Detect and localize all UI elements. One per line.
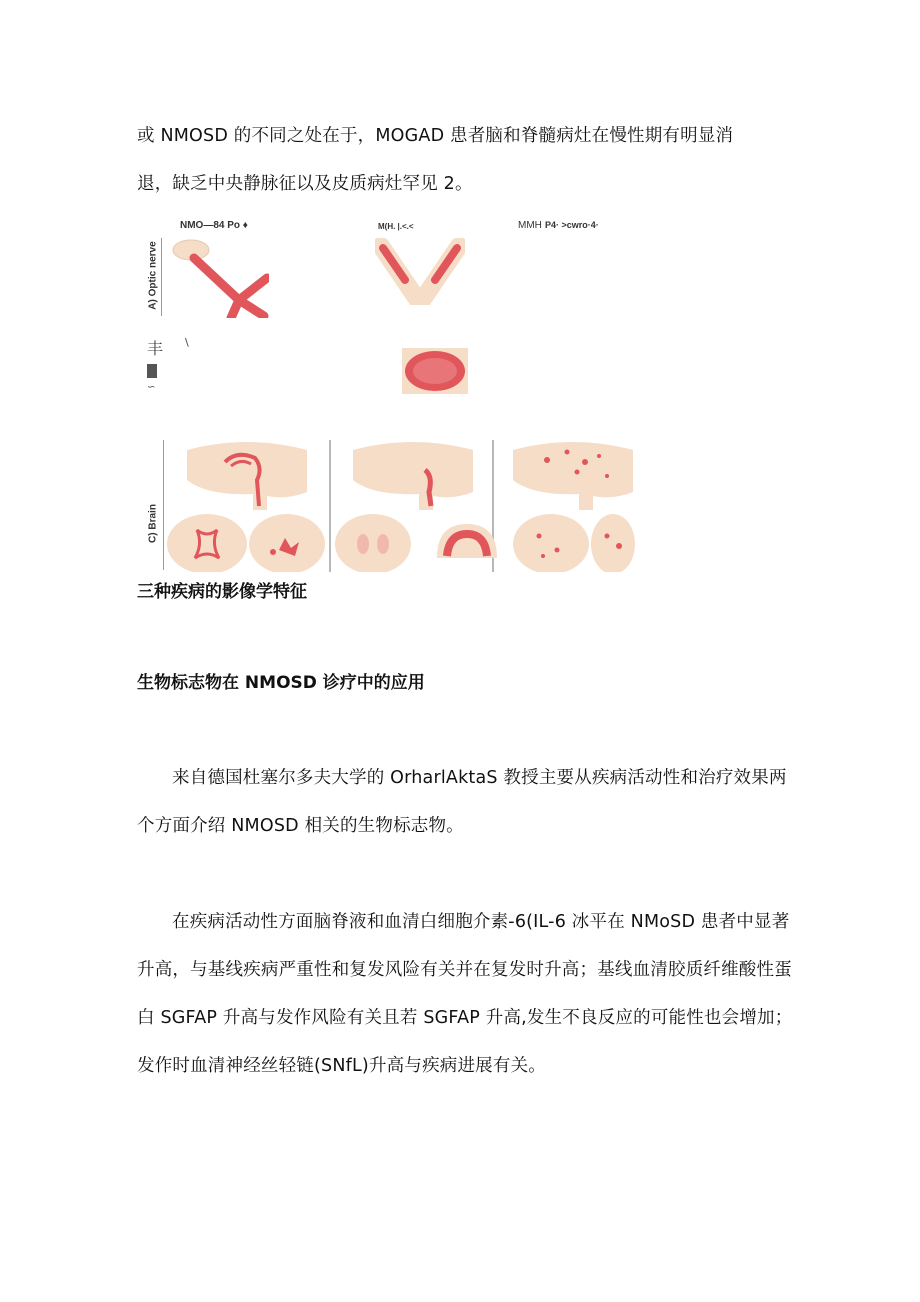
spinal-cord-image <box>402 348 468 394</box>
optic-nerve-image-2 <box>375 238 465 308</box>
row-c-label: C) Brain <box>147 504 159 543</box>
brain-panel-nmo <box>167 442 325 572</box>
figure-col3-title-a: MMH <box>518 220 542 231</box>
optic-nerve-image-1 <box>169 238 269 318</box>
row-a-label: A) Optic nerve <box>147 241 159 310</box>
paragraph-biomarkers-intro: 来自德国杜塞尔多夫大学的 OrharlAktaS 教授主要从疾病活动性和治疗效果两个方面介绍 NMOSD 相关的生物标志物。 <box>137 768 787 836</box>
paragraph-disease-activity: 在疾病活动性方面脑脊液和血清白细胞介素-6(IL-6 冰平在 NMoSD 患者中显著升高，与基线疾病严重性和复发风险有关并在复发时升高；基线血清胶质纤维酸性蛋白 SGFAP 升高与发作风险有关且若 SGFAP 升高,发生不良反应的可能性也会增加；发作时血清神经丝轻链(SNfL)升高与疾病进展有关。 <box>137 912 793 1076</box>
brain-panel-ms <box>513 442 635 572</box>
optic-nerve-lesion <box>194 258 267 318</box>
row-b-glyph-1: 丰 <box>147 339 164 358</box>
paragraph-intro-line2: 退，缺乏中央静脉征以及皮质病灶罕见 2。 <box>137 174 473 194</box>
row-b-glyph-2: ∽ <box>147 382 156 393</box>
paragraph-intro-line1: 或 NMOSD 的不同之处在于，MOGAD 患者脑和脊髓病灶在慢性期有明显消 <box>137 126 734 146</box>
row-a-label-box <box>145 238 162 316</box>
section-heading: 生物标志物在 NMOSD 诊疗中的应用 <box>137 673 425 693</box>
row-b-marker <box>147 364 157 378</box>
row-c-label-box <box>145 440 164 570</box>
paragraph-intro <box>137 112 797 208</box>
imaging-figure <box>145 212 645 574</box>
figure-caption: 三种疾病的影像学特征 <box>137 582 307 602</box>
figure-col3-title-b: P4· >cwro·4· <box>545 220 599 230</box>
row-b-glyph-3: \ <box>185 336 189 349</box>
figure-col2-title: M(H. |.<.< <box>378 222 414 231</box>
brain-images <box>167 440 637 572</box>
optic-nerve-tissue <box>381 246 459 296</box>
figure-col1-title: NMO—84 Po ♦ <box>180 220 248 231</box>
brain-panel-mog <box>335 442 497 572</box>
